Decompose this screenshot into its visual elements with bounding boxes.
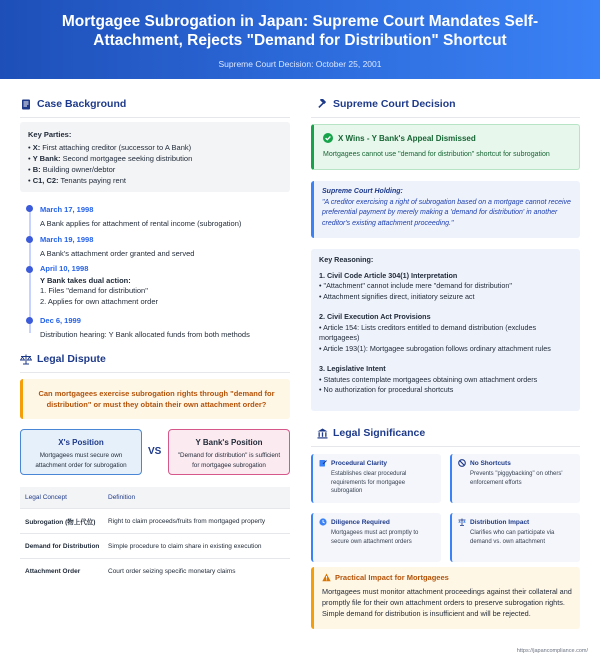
legal-significance-title: Legal Significance: [333, 427, 426, 439]
table-cell: Simple procedure to claim share in existing execution: [108, 542, 262, 550]
timeline-text: A Bank's attachment order granted and served: [40, 248, 195, 258]
table-cell: Right to claim proceeds/fruits from mortgaged property: [108, 517, 266, 525]
table-header-row: [20, 487, 290, 509]
card-text: Mortgagees must act promptly to secure own attachment orders: [331, 530, 419, 545]
card-title-row: [458, 518, 574, 526]
key-reasoning-label: Key Reasoning:: [319, 255, 374, 264]
table-row: [20, 559, 290, 584]
timeline-date: Dec 6, 1999: [40, 316, 81, 325]
card-title-row: [458, 459, 574, 467]
timeline-dot: [26, 317, 33, 324]
reasoning-title: 1. Civil Code Article 304(1) Interpretation: [319, 270, 458, 280]
reasoning-point: • No authorization for procedural shortcuts: [319, 385, 454, 394]
key-reasoning-box: [311, 249, 580, 411]
timeline-item: [40, 205, 241, 229]
x-position-title: X's Position: [58, 438, 104, 447]
timeline-dot: [26, 205, 33, 212]
table-header-cell: Definition: [108, 494, 136, 501]
party-item: • Y Bank: Second mortgagee seeking distribution: [28, 154, 193, 163]
y-position-box: [168, 429, 290, 475]
timeline-text: Y Bank takes dual action:: [40, 275, 131, 285]
scales-icon: [20, 353, 32, 365]
reasoning-point: • Statutes contemplate mortgagees obtaining own attachment orders: [319, 374, 538, 384]
check-circle-icon: [323, 133, 333, 143]
verdict-title-row: [323, 133, 570, 143]
legal-dispute-title: Legal Dispute: [37, 353, 106, 365]
reasoning-title: 3. Legislative Intent: [319, 364, 386, 373]
document-icon: [20, 98, 32, 110]
clock-icon: [319, 518, 327, 526]
warning-icon: [322, 573, 331, 582]
significance-card: [450, 454, 580, 503]
case-background-heading: [20, 98, 126, 110]
ban-icon: [458, 459, 466, 467]
table-cell: Court order seizing specific monetary claims: [108, 568, 236, 575]
significance-card: [311, 513, 441, 562]
practical-title-row: [322, 573, 572, 582]
table-row: [20, 509, 290, 534]
divider: [311, 117, 580, 118]
verdict-title: X Wins - Y Bank's Appeal Dismissed: [338, 133, 476, 143]
legal-dispute-heading: [20, 353, 106, 365]
party-item: • B: Building owner/debtor: [28, 165, 116, 174]
reasoning-title: 2. Civil Execution Act Provisions: [319, 312, 431, 321]
card-title-row: [319, 518, 435, 526]
verdict-box: [311, 124, 580, 170]
footer-url: https://japancompliance.com/: [516, 648, 588, 654]
card-text: Clarifies who can participate via demand vs. own attachment: [470, 530, 555, 545]
practical-text: Mortgagees must monitor attachment proceedings against their collateral and promptly file for their own attachment orders to preserve subrogation rights. Simple demand for distribution is insufficient and will be rejected.: [322, 587, 572, 618]
divider: [20, 372, 290, 373]
supreme-court-decision-heading: [316, 98, 456, 110]
party-item: • C1, C2: Tenants paying rent: [28, 176, 126, 185]
gavel-icon: [316, 98, 328, 110]
y-position-title: Y Bank's Position: [195, 438, 263, 447]
y-position-text: "Demand for distribution" is sufficient for mortgagee subrogation: [177, 452, 281, 469]
table-row: [20, 534, 290, 559]
card-title: Procedural Clarity: [331, 459, 387, 467]
key-parties-label: Key Parties:: [28, 130, 72, 139]
holding-box: [311, 181, 580, 238]
holding-quote: "A creditor exercising a right of subrogation based on a mortgage cannot receive preferential payment by merely making a 'demand for distribution' in another creditor's existing attachment proceeding.": [322, 198, 571, 227]
reasoning-point: • Article 154: Lists creditors entitled to demand distribution (excludes mortgagees): [319, 322, 537, 342]
table-cell: Subrogation (物上代位): [25, 518, 96, 526]
card-title: No Shortcuts: [470, 459, 511, 467]
case-background-title: Case Background: [37, 98, 127, 110]
card-title: Diligence Required: [331, 518, 390, 526]
reasoning-point: • Article 193(1): Mortgagee subrogation follows ordinary attachment rules: [319, 343, 551, 353]
timeline-date: April 10, 1998: [40, 264, 89, 273]
timeline-item: [40, 316, 250, 340]
timeline-text: Distribution hearing: Y Bank allocated funds from both methods: [40, 329, 250, 339]
holding-title: Supreme Court Holding:: [322, 188, 403, 195]
reasoning-point: • "Attachment" cannot include mere "demand for distribution": [319, 281, 512, 290]
timeline: [20, 200, 295, 345]
key-parties-box: [20, 122, 290, 192]
x-position-box: [20, 429, 142, 475]
page-subtitle: Supreme Court Decision: October 25, 2001: [218, 59, 382, 69]
timeline-date: March 17, 1998: [40, 205, 94, 214]
timeline-dot: [26, 266, 33, 273]
reasoning-point: • Attachment signifies direct, initiatory seizure act: [319, 291, 475, 301]
table-cell: Attachment Order: [25, 568, 81, 575]
legal-significance-heading: [316, 427, 425, 439]
page-header: [0, 0, 600, 79]
practical-impact-box: [311, 567, 580, 629]
page-title: Mortgagee Subrogation in Japan: Supreme Court Mandates Self-Attachment, Rejects "Demand for Distribution" Shortcut: [61, 13, 539, 49]
card-title: Distribution Impact: [470, 518, 530, 526]
dispute-question: Can mortgagees exercise subrogation rights through "demand for distribution" or must they obtain their own attachment order?: [20, 379, 290, 419]
supreme-court-decision-title: Supreme Court Decision: [333, 98, 456, 110]
timeline-text: 2. Applies for own attachment order: [40, 296, 158, 306]
balance-scale-icon: [458, 518, 466, 526]
x-position-text: Mortgagees must secure own attachment order for subrogation: [35, 452, 127, 469]
party-item: • X: First attaching creditor (successor to A Bank): [28, 143, 192, 152]
table-header-cell: Legal Concept: [25, 494, 67, 501]
institution-icon: [316, 427, 328, 439]
verdict-text: Mortgagees cannot use "demand for distribution" shortcut for subrogation: [323, 151, 550, 158]
card-title-row: [319, 459, 435, 467]
divider: [311, 446, 580, 447]
timeline-dot: [26, 236, 33, 243]
divider: [20, 117, 290, 118]
practical-title: Practical Impact for Mortgagees: [335, 573, 449, 582]
timeline-text: 1. Files "demand for distribution": [40, 286, 148, 295]
timeline-date: March 19, 1998: [40, 235, 94, 244]
card-text: Prevents "piggybacking" on others' enforcement efforts: [470, 471, 563, 486]
significance-card: [311, 454, 441, 503]
versus-label: VS: [148, 446, 162, 457]
significance-card: [450, 513, 580, 562]
timeline-item: [40, 264, 158, 307]
table-cell: Demand for Distribution: [25, 542, 100, 550]
timeline-text: A Bank applies for attachment of rental income (subrogation): [40, 218, 242, 228]
card-text: Establishes clear procedural requirements for mortgagee subrogation: [331, 471, 407, 494]
timeline-item: [40, 235, 194, 259]
edit-document-icon: [319, 459, 327, 467]
legal-concepts-table: [20, 487, 290, 584]
